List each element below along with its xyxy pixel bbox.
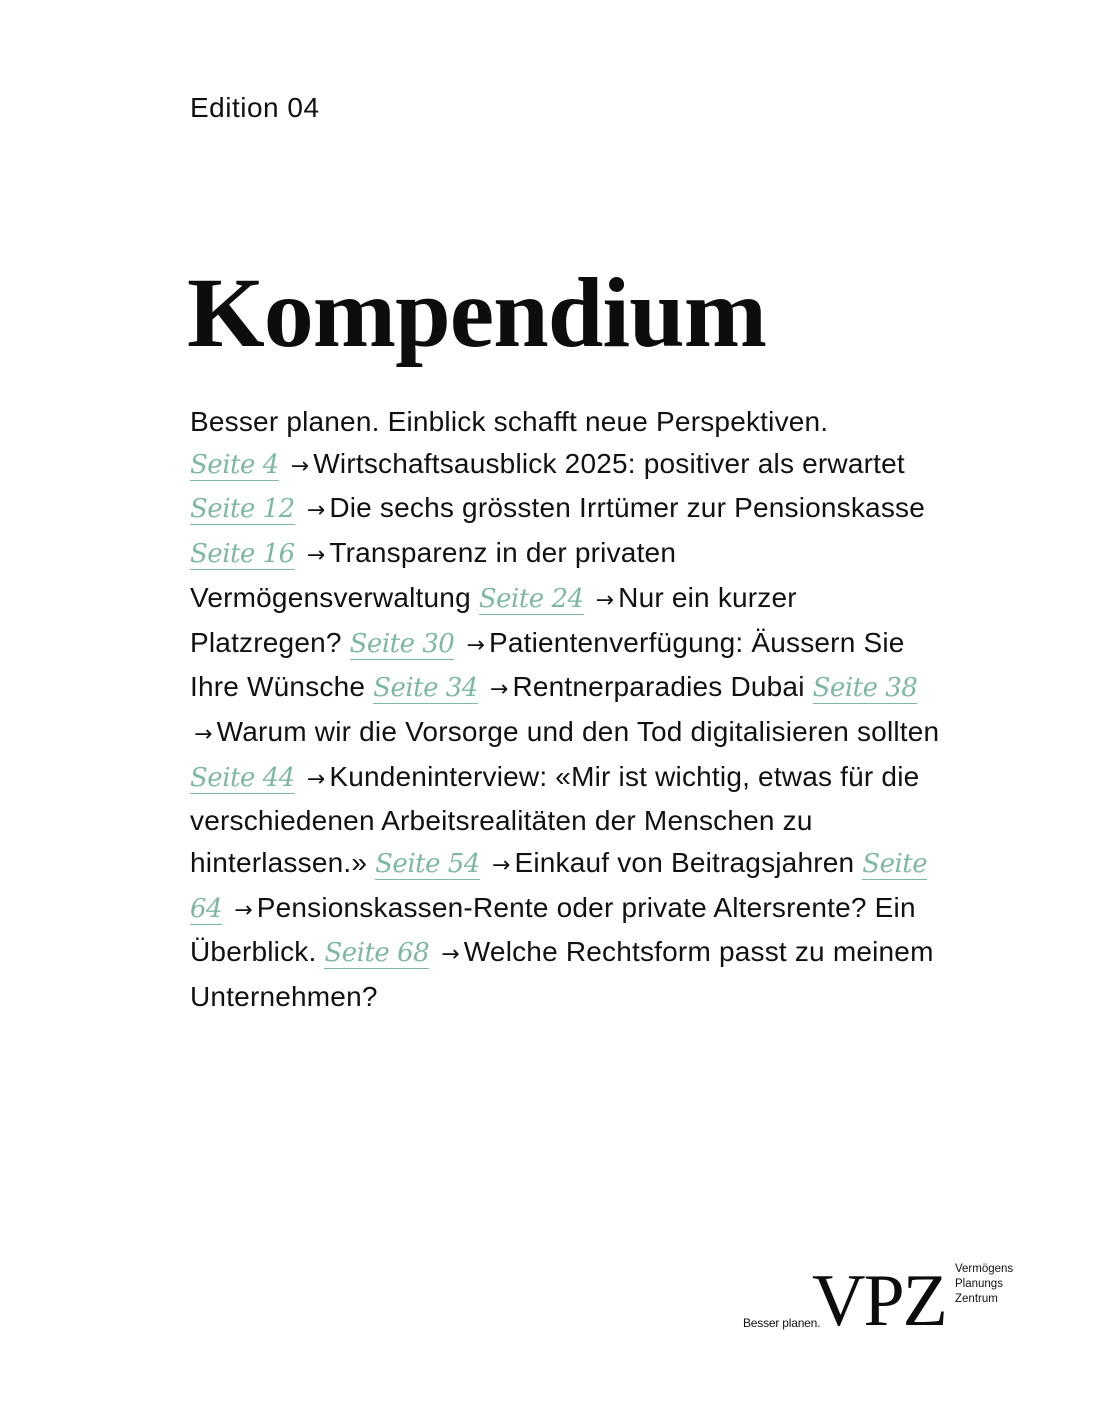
page-link-12[interactable]: Seite 12 (190, 494, 295, 525)
arrow-right-icon: → (595, 587, 615, 613)
toc-entry-title: Die sechs grössten Irrtümer zur Pensionskasse (329, 492, 926, 524)
page-link-38[interactable]: Seite 38 (812, 673, 918, 704)
arrow-right-icon: → (234, 897, 253, 923)
page-link-4[interactable]: Seite 4 (190, 449, 279, 480)
arrow-right-icon: → (441, 942, 460, 968)
table-of-contents (190, 401, 950, 1018)
logo-subtitle-line: Zentrum (955, 1293, 998, 1305)
page-link-64[interactable]: Seite 64 (190, 849, 928, 924)
arrow-right-icon: → (489, 677, 509, 703)
toc-entry-title: Patientenverfügung: Äussern Sie Ihre Wünsche (190, 626, 905, 703)
page-link-16[interactable]: Seite 16 (190, 539, 295, 570)
toc-entry-title: Rentnerparadies Dubai (512, 671, 805, 703)
toc-entry-title: Kundeninterview: «Mir ist wichtig, etwas für die verschiedenen Arbeitsrealitäten der Menschen zu hinterlassen.» (190, 760, 920, 879)
logo-subtitle-line: Vermögens (955, 1263, 1014, 1275)
toc-entry-title: Warum wir die Vorsorge und den Tod digitalisieren sollten (216, 715, 940, 747)
page-link-44[interactable]: Seite 44 (190, 762, 295, 793)
logo-subtitle-line: Planungs (955, 1278, 1003, 1290)
toc-entry-title: Nur ein kurzer Platzregen? (190, 581, 797, 658)
arrow-right-icon: → (306, 766, 326, 792)
page-link-30[interactable]: Seite 30 (349, 628, 455, 659)
page-title: Kompendium (187, 257, 767, 368)
vpz-logo (742, 1262, 1032, 1342)
page-link-54[interactable]: Seite 54 (375, 849, 480, 880)
logo-tagline: Besser planen. (743, 1316, 821, 1330)
arrow-right-icon: → (306, 498, 326, 524)
page-link-24[interactable]: Seite 24 (478, 583, 584, 614)
intro-text: Besser planen. Einblick schafft neue Perspektiven. (190, 406, 829, 437)
toc-entry-title: Pensionskassen-Rente oder private Altersrente? Ein Überblick. (190, 891, 916, 968)
toc-entry-title: Wirtschaftsausblick 2025: positiver als erwartet (313, 447, 905, 479)
arrow-right-icon: → (290, 453, 310, 479)
toc-entry-title: Welche Rechtsform passt zu meinem Unternehmen? (190, 936, 934, 1013)
logo-wordmark: VPZ (812, 1260, 946, 1342)
page-link-34[interactable]: Seite 34 (373, 673, 478, 704)
toc-entry-title: Transparenz in der privaten Vermögensverwaltung (190, 537, 677, 613)
arrow-right-icon: → (466, 632, 485, 658)
arrow-right-icon: → (194, 721, 213, 747)
edition-label: Edition 04 (190, 92, 320, 123)
logo-subtitle (955, 1262, 1013, 1307)
toc-paragraph (190, 401, 950, 1018)
toc-entry-title: Einkauf von Beitragsjahren (514, 847, 855, 879)
arrow-right-icon: → (491, 853, 511, 879)
arrow-right-icon: → (306, 543, 326, 569)
page-link-68[interactable]: Seite 68 (324, 938, 430, 969)
